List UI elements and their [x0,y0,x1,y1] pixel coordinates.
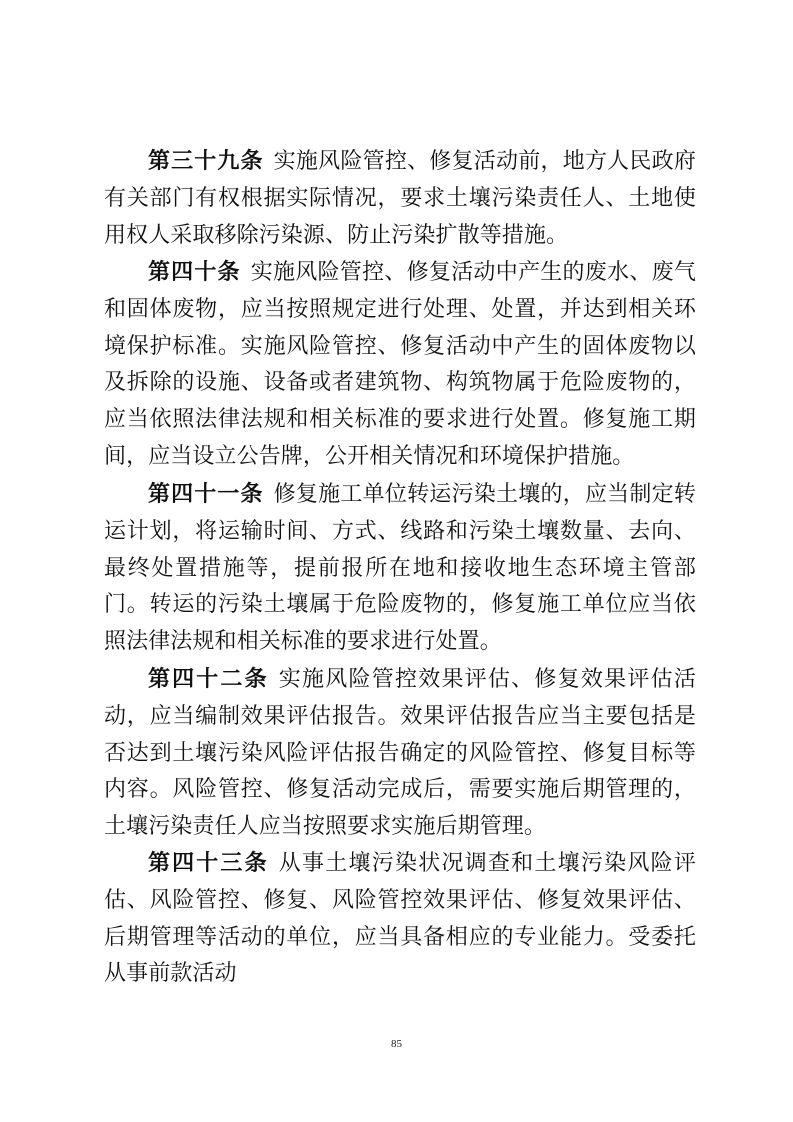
article-text: 实施风险管控、修复活动前，地方人民政府有关部门有权根据实际情况，要求土壤污染责任人、土地使用权人采取移除污染源、防止污染扩散等措施。 [104,149,696,248]
article-41 [104,476,696,661]
article-text: 修复施工单位转运污染土壤的，应当制定转运计划，将运输时间、方式、线路和污染土壤数量、去向、最终处置措施等，提前报所在地和接收地生态环境主管部门。转运的污染土壤属于危险废物的，修复施工单位应当依照法律法规和相关标准的要求进行处置。 [104,482,696,655]
article-number: 第四十条 [148,259,241,285]
page-number: 85 [391,1038,402,1050]
article-39 [104,143,696,254]
article-42 [104,661,696,846]
article-43 [104,845,696,993]
article-number: 第三十九条 [148,148,264,174]
article-number: 第四十三条 [148,850,269,876]
article-text: 从事土壤污染状况调查和土壤污染风险评估、风险管控、修复、风险管控效果评估、修复效果评估、后期管理等活动的单位，应当具备相应的专业能力。受委托从事前款活动 [104,851,696,987]
article-40 [104,254,696,476]
article-number: 第四十二条 [148,666,269,692]
article-text: 实施风险管控效果评估、修复效果评估活动，应当编制效果评估报告。效果评估报告应当主要包括是否达到土壤污染风险评估报告确定的风险管控、修复目标等内容。风险管控、修复活动完成后，需要实施后期管理的，土壤污染责任人应当按照要求实施后期管理。 [104,667,696,840]
article-number: 第四十一条 [148,481,264,507]
article-text: 实施风险管控、修复活动中产生的废水、废气和固体废物，应当按照规定进行处理、处置，并达到相关环境保护标准。实施风险管控、修复活动中产生的固体废物以及拆除的设施、设备或者建筑物、构筑物属于危险废物的，应当依照法律法规和相关标准的要求进行处置。修复施工期间，应当设立公告牌，公开相关情况和环境保护措施。 [104,260,696,469]
